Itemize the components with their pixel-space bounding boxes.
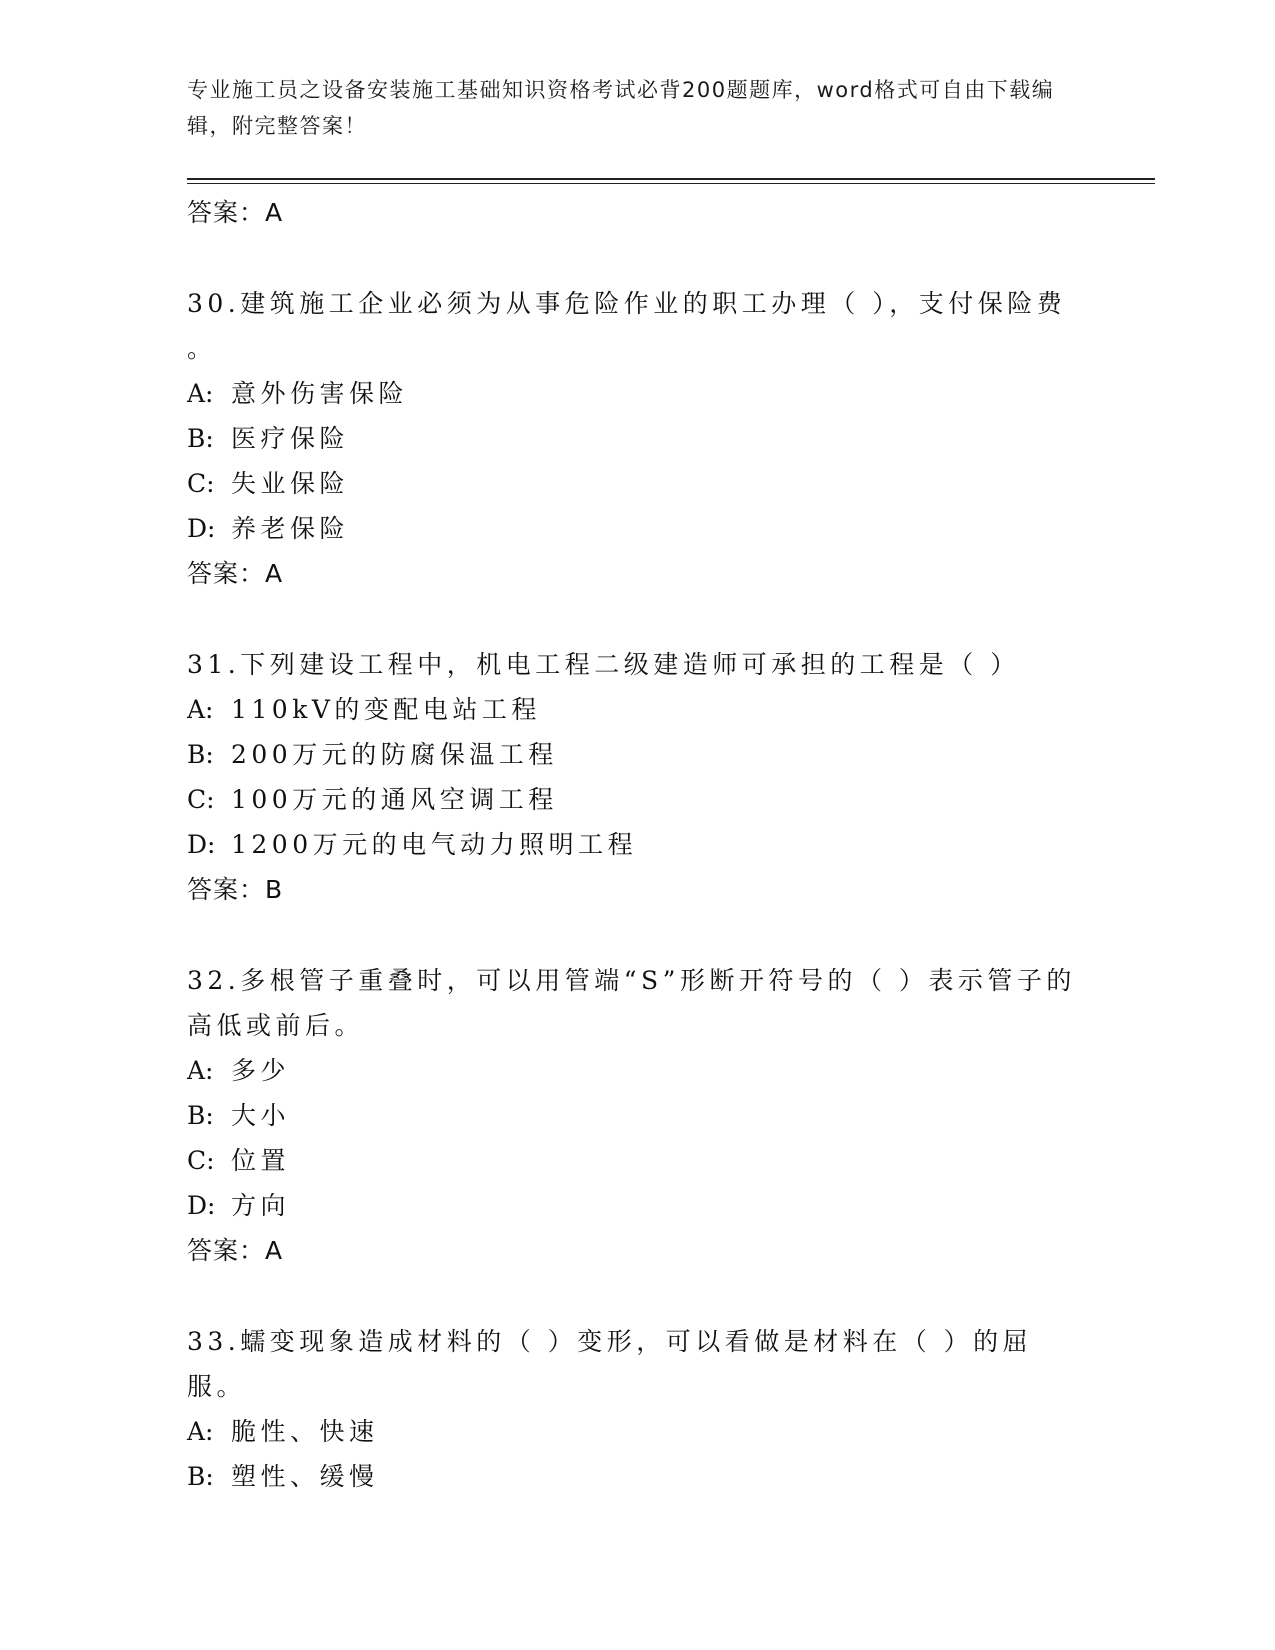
question-stem-continued: 高低或前后。 — [187, 1011, 365, 1040]
option-text: 医疗保险 — [231, 424, 350, 453]
option-b — [187, 732, 1087, 777]
answer-line: 答案：A — [187, 198, 284, 227]
option-key: D: — [187, 1191, 216, 1220]
question-stem: 30.建筑施工企业必须为从事危险作业的职工办理（ ），支付保险费 — [187, 289, 1067, 318]
document-header: 专业施工员之设备安装施工基础知识资格考试必背200题题库，word格式可自由下载编辑，附完整答案！ — [187, 78, 1055, 138]
header-divider — [187, 178, 1155, 180]
option-c — [187, 1138, 1087, 1183]
option-text: 1200万元的电气动力照明工程 — [231, 830, 638, 859]
option-text: 多少 — [231, 1056, 291, 1085]
option-d — [187, 822, 1087, 867]
option-text: 脆性、快速 — [231, 1417, 379, 1446]
question-list — [187, 190, 1087, 1499]
option-key: A: — [187, 1056, 214, 1085]
question-block — [187, 1319, 1087, 1499]
option-text: 大小 — [231, 1101, 291, 1130]
option-text: 200万元的防腐保温工程 — [231, 740, 558, 769]
header-divider-thin — [187, 183, 1155, 184]
option-text: 意外伤害保险 — [231, 379, 409, 408]
option-key: A: — [187, 695, 214, 724]
option-key: A: — [187, 1417, 214, 1446]
option-a — [187, 687, 1087, 732]
question-stem-continued: 。 — [187, 334, 217, 363]
option-a — [187, 371, 1087, 416]
question-stem: 31.下列建设工程中，机电工程二级建造师可承担的工程是（ ） — [187, 650, 1020, 679]
option-key: C: — [187, 785, 215, 814]
option-text: 塑性、缓慢 — [231, 1462, 379, 1491]
option-key: D: — [187, 514, 216, 543]
question-stem: 33.蠕变现象造成材料的（ ）变形，可以看做是材料在（ ）的屈服。 — [187, 1327, 1033, 1401]
option-text: 方向 — [231, 1191, 291, 1220]
option-key: B: — [187, 1101, 214, 1130]
option-b — [187, 416, 1087, 461]
answer-line: 答案：A — [187, 559, 284, 588]
question-block — [187, 281, 1087, 596]
option-a — [187, 1409, 1087, 1454]
option-text: 100万元的通风空调工程 — [231, 785, 558, 814]
option-key: B: — [187, 1462, 214, 1491]
option-key: B: — [187, 424, 214, 453]
option-text: 失业保险 — [231, 469, 350, 498]
answer-line: 答案：A — [187, 1236, 284, 1265]
option-d — [187, 506, 1087, 551]
option-key: D: — [187, 830, 216, 859]
option-a — [187, 1048, 1087, 1093]
option-key: B: — [187, 740, 214, 769]
option-text: 养老保险 — [231, 514, 350, 543]
option-text: 110kV的变配电站工程 — [231, 695, 541, 724]
question-stem: 32.多根管子重叠时，可以用管端“S”形断开符号的（ ）表示管子的 — [187, 966, 1076, 995]
option-c — [187, 777, 1087, 822]
option-text: 位置 — [231, 1146, 291, 1175]
option-d — [187, 1183, 1087, 1228]
question-block — [187, 958, 1087, 1273]
option-key: C: — [187, 469, 215, 498]
question-block — [187, 642, 1087, 912]
option-b — [187, 1093, 1087, 1138]
option-key: A: — [187, 379, 214, 408]
answer-line: 答案：B — [187, 875, 284, 904]
option-key: C: — [187, 1146, 215, 1175]
option-b — [187, 1454, 1087, 1499]
option-c — [187, 461, 1087, 506]
